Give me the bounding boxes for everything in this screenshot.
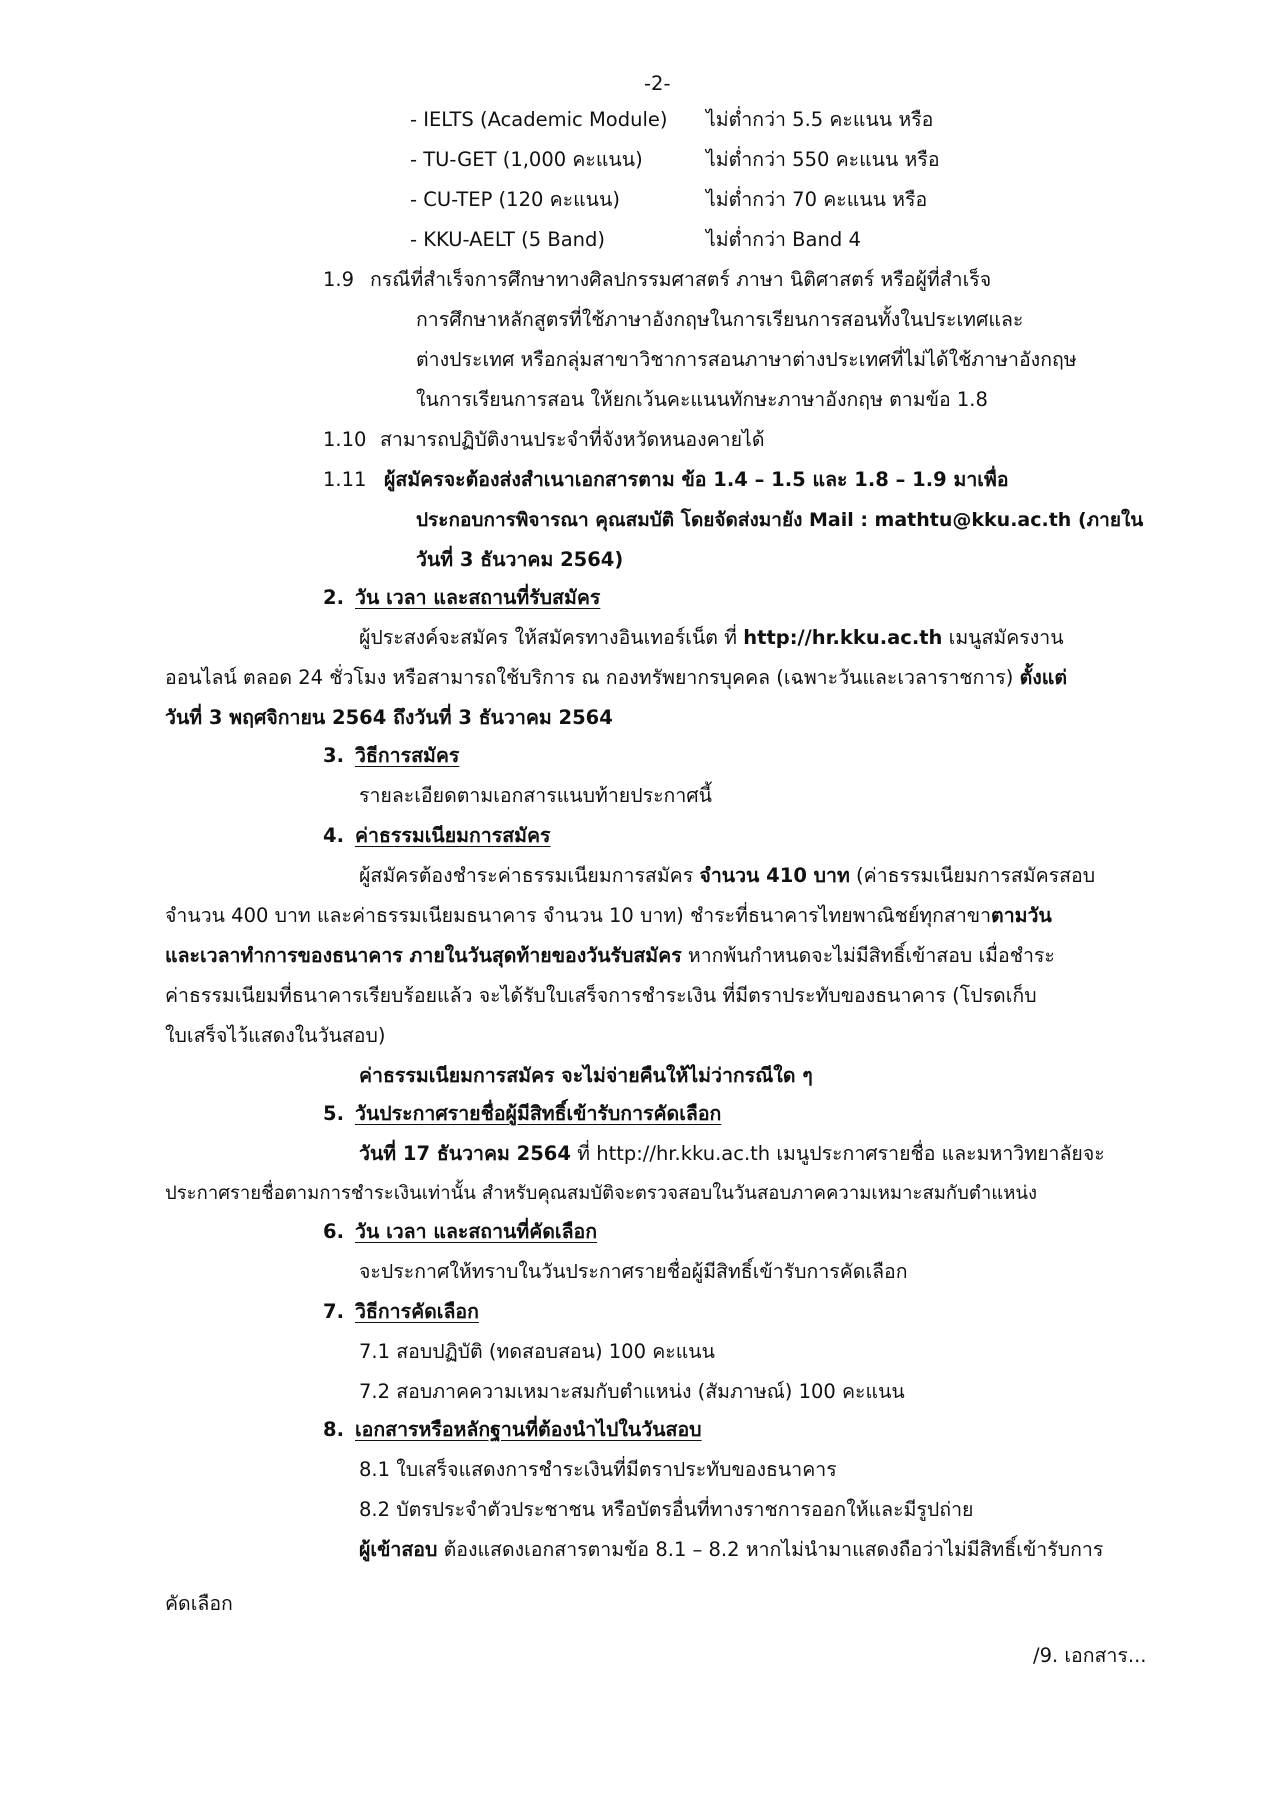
list-item: 7.1 สอบปฏิบัติ (ทดสอบสอน) 100 คะแนน	[359, 1340, 715, 1363]
paragraph-line: ออนไลน์ ตลอด 24 ชั่วโมง หรือสามารถใช้บริการ ณ กองทรัพยากรบุคคล (เฉพาะวันและเวลาราชการ) ตั้งแต่	[165, 666, 1067, 689]
item-text: กรณีที่สำเร็จการศึกษาทางศิลปกรรมศาสตร์ ภาษา นิติศาสตร์ หรือผู้ที่สำเร็จ	[370, 268, 992, 291]
paragraph-line: ประกาศรายชื่อตามการชำระเงินเท่านั้น สำหรับคุณสมบัติจะตรวจสอบในวันสอบภาคความเหมาะสมกับตำแหน่ง	[165, 1183, 1038, 1204]
item-text: วันที่ 3 ธันวาคม 2564)	[416, 548, 624, 571]
test-name: - CU-TEP (120 คะแนน)	[410, 188, 620, 211]
section-title: วัน เวลา และสถานที่รับสมัคร	[355, 586, 601, 609]
paragraph-line: วันที่ 3 พฤศจิกายน 2564 ถึงวันที่ 3 ธันวาคม 2564	[165, 706, 613, 729]
item-text: ต่างประเทศ หรือกลุ่มสาขาวิชาการสอนภาษาต่างประเทศที่ไม่ได้ใช้ภาษาอังกฤษ	[416, 348, 1077, 371]
paragraph-line: วันที่ 17 ธันวาคม 2564 ที่ http://hr.kku.ac.th เมนูประกาศรายชื่อ และมหาวิทยาลัยจะ	[359, 1142, 1105, 1165]
continuation-marker: /9. เอกสาร...	[1033, 1644, 1147, 1667]
test-name: - IELTS (Academic Module)	[410, 108, 668, 131]
item-number: 1.9	[323, 268, 355, 291]
section-title: เอกสารหรือหลักฐานที่ต้องนำไปในวันสอบ	[355, 1418, 702, 1441]
paragraph-line: ผู้ประสงค์จะสมัคร ให้สมัครทางอินเทอร์เน็ต ที่ http://hr.kku.ac.th เมนูสมัครงาน	[359, 626, 1064, 649]
paragraph-line: ค่าธรรมเนียมที่ธนาคารเรียบร้อยแล้ว จะได้รับใบเสร็จการชำระเงิน ที่มีตราประทับของธนาคาร (โปรดเก็บ	[165, 984, 1037, 1007]
section-number: 6.	[323, 1220, 344, 1243]
item-number: 1.11	[323, 468, 367, 491]
paragraph-line: และเวลาทำการของธนาคาร ภายในวันสุดท้ายของวันรับสมัคร หากพ้นกำหนดจะไม่มีสิทธิ์เข้าสอบ เมื่อชำระ	[165, 944, 1055, 967]
section-number: 4.	[323, 824, 344, 847]
section-title: วัน เวลา และสถานที่คัดเลือก	[355, 1220, 598, 1243]
test-name: - TU-GET (1,000 คะแนน)	[410, 148, 643, 171]
paragraph-line: ผู้สมัครต้องชำระค่าธรรมเนียมการสมัคร จำนวน 410 บาท (ค่าธรรมเนียมการสมัครสอบ	[359, 864, 1096, 887]
list-item: 8.1 ใบเสร็จแสดงการชำระเงินที่มีตราประทับของธนาคาร	[359, 1458, 837, 1481]
paragraph-line: จะประกาศให้ทราบในวันประกาศรายชื่อผู้มีสิทธิ์เข้ารับการคัดเลือก	[359, 1260, 908, 1283]
list-item: 8.2 บัตรประจำตัวประชาชน หรือบัตรอื่นที่ทางราชการออกให้และมีรูปถ่าย	[359, 1498, 974, 1521]
item-text: การศึกษาหลักสูตรที่ใช้ภาษาอังกฤษในการเรียนการสอนทั้งในประเทศและ	[416, 308, 1024, 331]
section-title: วิธีการสมัคร	[355, 744, 460, 767]
paragraph-line: ผู้เข้าสอบ ต้องแสดงเอกสารตามข้อ 8.1 – 8.2 หากไม่นำมาแสดงถือว่าไม่มีสิทธิ์เข้ารับการ	[359, 1538, 1104, 1561]
section-title: วันประกาศรายชื่อผู้มีสิทธิ์เข้ารับการคัดเลือก	[355, 1102, 722, 1125]
item-text: สามารถปฏิบัติงานประจำที่จังหวัดหนองคายได้	[380, 428, 765, 451]
item-number: 1.10	[323, 428, 367, 451]
paragraph-line: จำนวน 400 บาท และค่าธรรมเนียมธนาคาร จำนวน 10 บาท) ชำระที่ธนาคารไทยพาณิชย์ทุกสาขาตามวัน	[165, 904, 1052, 927]
item-text: ผู้สมัครจะต้องส่งสำเนาเอกสารตาม ข้อ 1.4 – 1.5 และ 1.8 – 1.9 มาเพื่อ	[384, 468, 1009, 491]
item-text: ในการเรียนการสอน ให้ยกเว้นคะแนนทักษะภาษาอังกฤษ ตามข้อ 1.8	[416, 388, 988, 411]
list-item: 7.2 สอบภาคความเหมาะสมกับตำแหน่ง (สัมภาษณ์) 100 คะแนน	[359, 1380, 905, 1403]
section-number: 5.	[323, 1102, 344, 1125]
paragraph-line: ใบเสร็จไว้แสดงในวันสอบ)	[165, 1024, 386, 1047]
fee-note: ค่าธรรมเนียมการสมัคร จะไม่จ่ายคืนให้ไม่ว่ากรณีใด ๆ	[359, 1064, 813, 1087]
section-number: 8.	[323, 1418, 344, 1441]
item-text: ประกอบการพิจารณา คุณสมบัติ โดยจัดส่งมายัง Mail : mathtu@kku.ac.th (ภายใน	[416, 509, 1144, 531]
section-title: วิธีการคัดเลือก	[355, 1300, 479, 1323]
link-text: http://hr.kku.ac.th	[743, 626, 943, 649]
test-name: - KKU-AELT (5 Band)	[410, 228, 605, 251]
section-number: 3.	[323, 744, 344, 767]
test-requirement: ไม่ต่ำกว่า 70 คะแนน หรือ	[706, 188, 928, 211]
page-number: -2-	[644, 72, 671, 95]
section-number: 2.	[323, 586, 344, 609]
test-requirement: ไม่ต่ำกว่า Band 4	[706, 228, 861, 251]
paragraph-line: รายละเอียดตามเอกสารแนบท้ายประกาศนี้	[359, 784, 713, 807]
test-requirement: ไม่ต่ำกว่า 550 คะแนน หรือ	[706, 148, 940, 171]
section-number: 7.	[323, 1300, 344, 1323]
test-requirement: ไม่ต่ำกว่า 5.5 คะแนน หรือ	[706, 108, 934, 131]
section-title: ค่าธรรมเนียมการสมัคร	[355, 824, 551, 847]
paragraph-line: คัดเลือก	[165, 1592, 233, 1615]
